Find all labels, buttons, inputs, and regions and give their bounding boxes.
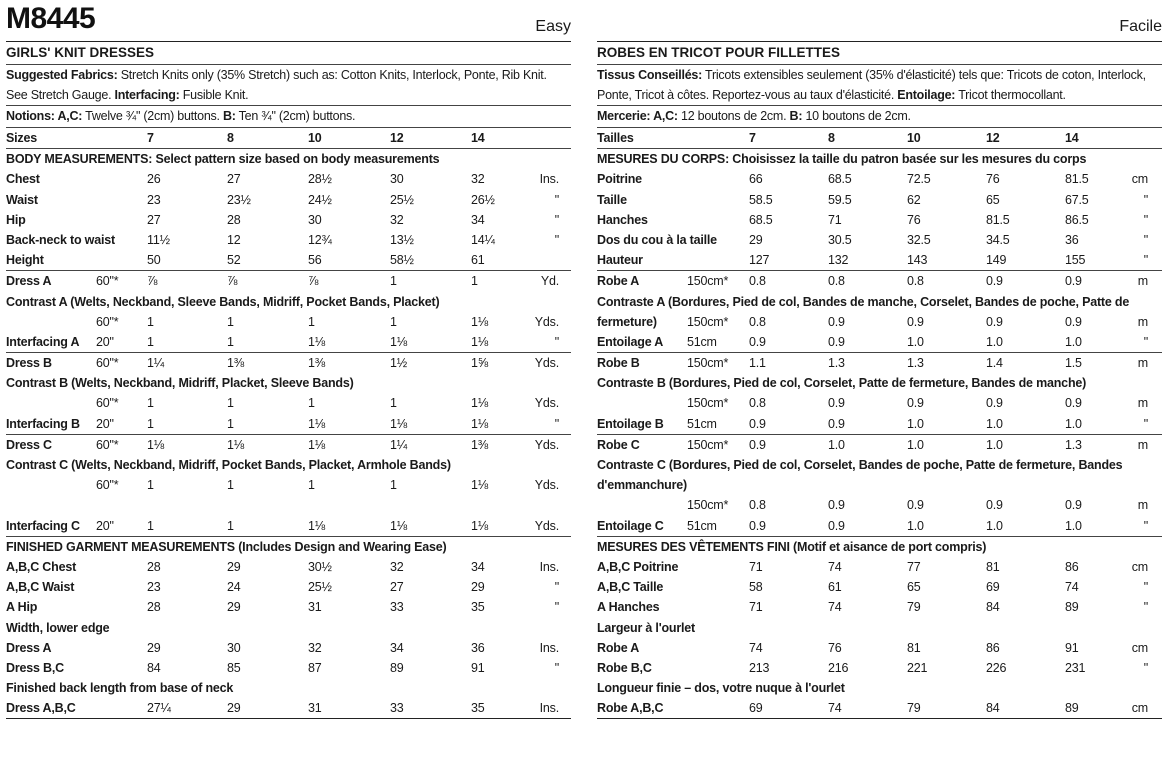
section-heading: Contraste B (Bordures, Pied de col, Corselet, Patte de fermeture, Bandes de manche): [597, 376, 1087, 391]
section-heading: Longueur finie – dos, votre nuque à l'ourlet: [597, 681, 845, 696]
table-row: A,B,C Taille 58 61 65 69 74 ": [597, 580, 1148, 595]
header: [6, 0, 571, 41]
table-row: Dress A 29 30 32 34 36 Ins.: [6, 640, 559, 655]
yardage-row: Robe C 150cm* 0.9 1.0 1.0 1.0 1.3 m: [597, 437, 1148, 452]
yardage-row: Entoilage C 51cm 0.9 0.9 1.0 1.0 1.0 ": [597, 518, 1148, 533]
yardage-row: Interfacing C 20" 1 1 1⅛ 1⅛ 1⅛ Yds.: [6, 518, 559, 533]
section-heading: Contraste C (Bordures, Pied de col, Corselet, Bandes de poche, Patte de fermeture, Bandes: [597, 458, 1123, 472]
pattern-title: GIRLS' KNIT DRESSES: [6, 45, 154, 60]
yardage-row: 150cm* 0.8 0.9 0.9 0.9 0.9 m: [687, 396, 1148, 411]
yardage-row: 60"* 1 1 1 1 1⅛ Yds.: [96, 314, 559, 329]
table-row: Dress A,B,C 27¼ 29 31 33 35 Ins.: [6, 701, 559, 716]
table-row: Back-neck to waist 11½ 12 12¾ 13½ 14¼ ": [6, 232, 559, 247]
table-row: Robe A,B,C 69 74 79 84 89 cm: [597, 701, 1148, 716]
section-heading: Finished back length from base of neck: [6, 681, 234, 696]
notions: Notions: A,C: Twelve ¾" (2cm) buttons. B: Ten ¾" (2cm) buttons.: [6, 109, 356, 123]
table-row: Dos du cou à la taille 29 30.5 32.5 34.5 36 ": [597, 232, 1148, 247]
section-heading: BODY MEASUREMENTS: Select pattern size based on body measurements: [6, 152, 440, 167]
table-row: Hauteur 127 132 143 149 155 ": [597, 253, 1148, 268]
table-row: Robe A 74 76 81 86 91 cm: [597, 640, 1148, 655]
yardage-row: Entoilage A 51cm 0.9 0.9 1.0 1.0 1.0 ": [597, 334, 1148, 349]
table-row: Taille 58.5 59.5 62 65 67.5 ": [597, 192, 1148, 207]
yardage-row: Dress C 60"* 1⅛ 1⅛ 1⅛ 1¼ 1⅜ Yds.: [6, 437, 559, 452]
yardage-row: Robe B 150cm* 1.1 1.3 1.3 1.4 1.5 m: [597, 356, 1148, 371]
pattern-number: M8445: [6, 2, 96, 35]
table-row: Chest 26 27 28½ 30 32 Ins.: [6, 172, 559, 187]
yardage-row: Interfacing A 20" 1 1 1⅛ 1⅛ 1⅛ ": [6, 334, 559, 349]
table-row: A,B,C Waist 23 24 25½ 27 29 ": [6, 580, 559, 595]
table-row: Dress B,C 84 85 87 89 91 ": [6, 660, 559, 675]
pattern-title: ROBES EN TRICOT POUR FILLETTES: [597, 45, 841, 60]
yardage-row: 60"* 1 1 1 1 1⅛ Yds.: [96, 396, 559, 411]
sizes-row: Sizes 7 8 10 12 14: [6, 131, 485, 145]
yardage-row: Dress A 60"* ⅞ ⅞ ⅞ 1 1 Yd.: [6, 274, 559, 289]
yardage-row: Robe A 150cm* 0.8 0.8 0.8 0.9 0.9 m: [597, 274, 1148, 289]
section-heading: MESURES DES VÊTEMENTS FINI (Motif et aisance de port compris): [597, 539, 987, 554]
section-heading: Contraste A (Bordures, Pied de col, Bandes de manche, Corselet, Bandes de poche, Patte de: [597, 294, 1130, 309]
difficulty-label: Easy: [535, 18, 571, 35]
yardage-row: Dress B 60"* 1¼ 1⅜ 1⅜ 1½ 1⅝ Yds.: [6, 356, 559, 371]
section-heading: Contrast B (Welts, Neckband, Midriff, Placket, Sleeve Bands): [6, 376, 354, 391]
header: [597, 0, 1162, 41]
suggested-fabrics: Suggested Fabrics: Stretch Knits only (35% Stretch) such as: Cotton Knits, Interlock, Ponte, Rib Knit. See Stretch Gauge. Interfacing: Fusible Knit.: [6, 68, 547, 102]
yardage-row: fermeture) 150cm* 0.8 0.9 0.9 0.9 0.9 m: [597, 314, 1148, 329]
table-row: A,B,C Poitrine 71 74 77 81 86 cm: [597, 559, 1148, 574]
notions: Mercerie: A,C: 12 boutons de 2cm. B: 10 boutons de 2cm.: [597, 109, 911, 123]
table-row: Hip 27 28 30 32 34 ": [6, 212, 559, 227]
section-heading: FINISHED GARMENT MEASUREMENTS (Includes Design and Wearing Ease): [6, 539, 447, 554]
table-row: A Hanches 71 74 79 84 89 ": [597, 600, 1148, 615]
table-row: A Hip 28 29 31 33 35 ": [6, 600, 559, 615]
sizes-row: Tailles 7 8 10 12 14: [597, 131, 1079, 145]
yardage-row: 60"* 1 1 1 1 1⅛ Yds.: [96, 478, 559, 493]
section-heading: Contrast A (Welts, Neckband, Sleeve Bands, Midriff, Pocket Bands, Placket): [6, 294, 440, 309]
table-row: Robe B,C 213 216 221 226 231 ": [597, 660, 1148, 675]
table-row: Poitrine 66 68.5 72.5 76 81.5 cm: [597, 172, 1148, 187]
section-heading: Largeur à l'ourlet: [597, 620, 696, 635]
suggested-fabrics: Tissus Conseillés: Tricots extensibles seulement (35% d'élasticité) tels que: Tricots de coton, Interlock, Ponte, Tricot à côtes. Reportez-vous au taux d'élasticité. Entoilage: Tricot thermocollant.: [597, 68, 1146, 102]
table-row: A,B,C Chest 28 29 30½ 32 34 Ins.: [6, 559, 559, 574]
difficulty-label: Facile: [1119, 18, 1162, 35]
table-row: Height 50 52 56 58½ 61: [6, 253, 485, 268]
table-row: Hanches 68.5 71 76 81.5 86.5 ": [597, 212, 1148, 227]
english-column: [6, 0, 571, 719]
section-heading: Width, lower edge: [6, 620, 110, 635]
table-row: Waist 23 23½ 24½ 25½ 26½ ": [6, 192, 559, 207]
yardage-row: 150cm* 0.8 0.9 0.9 0.9 0.9 m: [687, 498, 1148, 513]
yardage-row: Interfacing B 20" 1 1 1⅛ 1⅛ 1⅛ ": [6, 416, 559, 431]
section-heading: Contrast C (Welts, Neckband, Midriff, Pocket Bands, Placket, Armhole Bands): [6, 458, 451, 472]
section-heading: d'emmanchure): [597, 478, 687, 493]
section-heading: MESURES DU CORPS: Choisissez la taille du patron basée sur les mesures du corps: [597, 152, 1087, 167]
yardage-row: Entoilage B 51cm 0.9 0.9 1.0 1.0 1.0 ": [597, 416, 1148, 431]
french-column: [597, 0, 1162, 719]
